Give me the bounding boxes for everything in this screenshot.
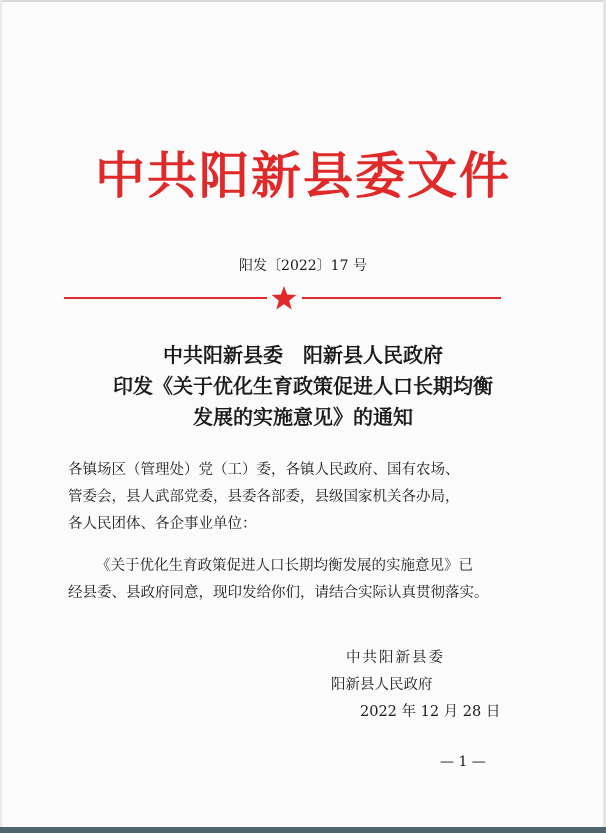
document-header-title: 中共阳新县委文件 (95, 146, 511, 205)
signature-org-party: 中共阳新县委 (346, 650, 445, 666)
document-number: 阳发〔2022〕17 号 (239, 258, 367, 274)
scan-edge-bottom (0, 827, 606, 833)
body-paragraph-line: 经县委、县政府同意，现印发给你们，请结合实际认真贯彻落实。 (68, 585, 489, 601)
addressee-line: 管委会，县人武部党委，县委各部委，县级国家机关各办局， (68, 489, 460, 505)
red-rule-right (302, 297, 501, 299)
addressee-line: 各镇场区（管理处）党（工）委，各镇人民政府、国有农场、 (68, 462, 460, 478)
notice-title-line-3: 发展的实施意见》的通知 (193, 405, 413, 429)
notice-title-line-1: 中共阳新县委 阳新县人民政府 (163, 343, 443, 367)
scan-edge-top (0, 0, 606, 2)
star-icon (270, 284, 298, 312)
addressee-line: 各人民团体、各企事业单位： (68, 516, 257, 532)
signature-org-government: 阳新县人民政府 (331, 677, 433, 693)
notice-title-line-2: 印发《关于优化生育政策促进人口长期均衡 (113, 374, 493, 398)
notice-title (0, 340, 606, 433)
body-paragraph-line: 《关于优化生育政策促进人口长期均衡发展的实施意见》已 (96, 558, 473, 574)
signature-date: 2022 年 12 月 28 日 (360, 704, 501, 720)
red-rule-left (64, 297, 267, 299)
page-number: — 1 — (440, 754, 486, 770)
